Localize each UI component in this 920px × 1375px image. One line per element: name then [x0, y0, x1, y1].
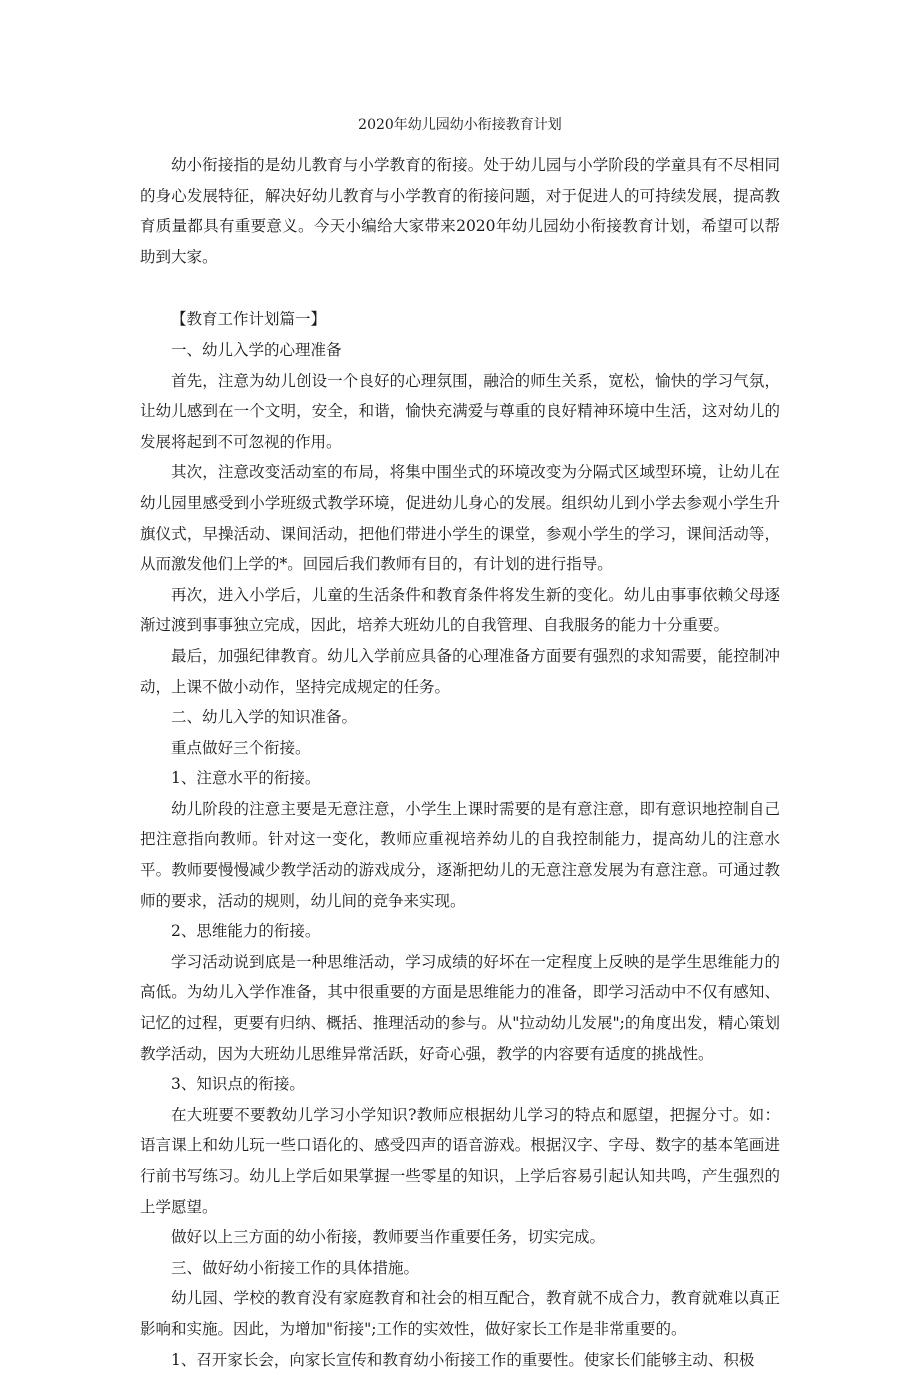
paragraph-family-cooperation: 幼儿园、学校的教育没有家庭教育和社会的相互配合，教育就不成合力，教育就难以真正影响和实施。因此，为增加"衔接";工作的实效性，做好家长工作是非常重要的。	[140, 1289, 780, 1338]
paragraph-parent-meeting: 1、召开家长会，向家长宣传和教育幼小衔接工作的重要性。使家长们能够主动、积极	[171, 1350, 755, 1369]
paragraph-attention: 幼儿阶段的注意主要是无意注意，小学生上课时需要的是有意注意，即有意识地控制自己把注意指向教师。针对这一变化，教师应重视培养幼儿的自我控制能力，提高幼儿的注意水平。教师要慢慢减少教学活动的游戏成分，逐渐把幼儿的无意注意发展为有意注意。可通过教师的要求，活动的规则，幼儿间的竞争来实现。	[140, 799, 780, 910]
paragraph-summary: 做好以上三方面的幼小衔接，教师要当作重要任务，切实完成。	[171, 1228, 606, 1247]
document-title: 2020年幼儿园幼小衔接教育计划	[358, 117, 562, 133]
intro-paragraph: 幼小衔接指的是幼儿教育与小学教育的衔接。处于幼儿园与小学阶段的学童具有不尽相同的身心发展特征，解决好幼儿教育与小学教育的衔接问题，对于促进人的可持续发展，提高教育质量都具有重要意义。今天小编给大家带来2020年幼儿园幼小衔接教育计划，希望可以帮助到大家。	[140, 156, 780, 266]
subheading-attention: 1、注意水平的衔接。	[171, 769, 321, 788]
document-body	[140, 304, 780, 1375]
paragraph-thinking: 学习活动说到底是一种思维活动，学习成绩的好坏在一定程度上反映的是学生思维能力的高低。为幼儿入学作准备，其中很重要的方面是思维能力的准备，即学习活动中不仅有感知、记忆的过程，更要有归纳、概括、推理活动的参与。从"拉动幼儿发展";的角度出发，精心策划教学活动，因为大班幼儿思维异常活跃，好奇心强，教学的内容要有适度的挑战性。	[140, 952, 780, 1063]
section-gap	[140, 272, 780, 304]
paragraph-three-links: 重点做好三个衔接。	[171, 738, 311, 757]
paragraph-knowledge-points: 在大班要不要教幼儿学习小学知识?教师应根据幼儿学习的特点和愿望，把握分寸。如：语言课上和幼儿玩一些口语化的、感受四声的语音游戏。根据汉字、字母、数字的基本笔画进行前书写练习。幼儿上学后如果掌握一些零星的知识，上学后容易引起认知共鸣，产生强烈的上学愿望。	[140, 1105, 780, 1216]
section-heading-plan-1: 【教育工作计划篇一】	[171, 310, 327, 329]
paragraph-second: 其次，注意改变活动室的布局，将集中围坐式的环境改变为分隔式区域型环境，让幼儿在幼儿园里感受到小学班级式教学环境，促进幼儿身心的发展。组织幼儿到小学去参观小学生升旗仪式，早操活动、课间活动，把他们带进小学生的课堂，参观小学生的学习，课间活动等，从而激发他们上学的*。回园后我们教师有目的，有计划的进行指导。	[140, 463, 780, 574]
paragraph-third: 再次，进入小学后，儿童的生活条件和教育条件将发生新的变化。幼儿由事事依赖父母逐渐过渡到事事独立完成，因此，培养大班幼儿的自我管理、自我服务的能力十分重要。	[140, 585, 780, 635]
heading-psychological-prep: 一、幼儿入学的心理准备	[171, 340, 342, 359]
subheading-knowledge-points: 3、知识点的衔接。	[171, 1075, 305, 1094]
paragraph-first: 首先，注意为幼儿创设一个良好的心理氛围，融洽的师生关系，宽松，愉快的学习气氛，让幼儿感到在一个文明，安全，和谐，愉快充满爱与尊重的良好精神环境中生活，这对幼儿的发展将起到不可忽视的作用。	[140, 371, 780, 451]
document-page	[140, 112, 780, 1375]
paragraph-finally: 最后，加强纪律教育。幼儿入学前应具备的心理准备方面要有强烈的求知需要，能控制冲动，上课不做小动作，坚持完成规定的任务。	[140, 646, 780, 696]
subheading-thinking: 2、思维能力的衔接。	[171, 922, 321, 941]
heading-measures: 三、做好幼小衔接工作的具体措施。	[171, 1258, 420, 1277]
heading-knowledge-prep: 二、幼儿入学的知识准备。	[171, 708, 358, 727]
